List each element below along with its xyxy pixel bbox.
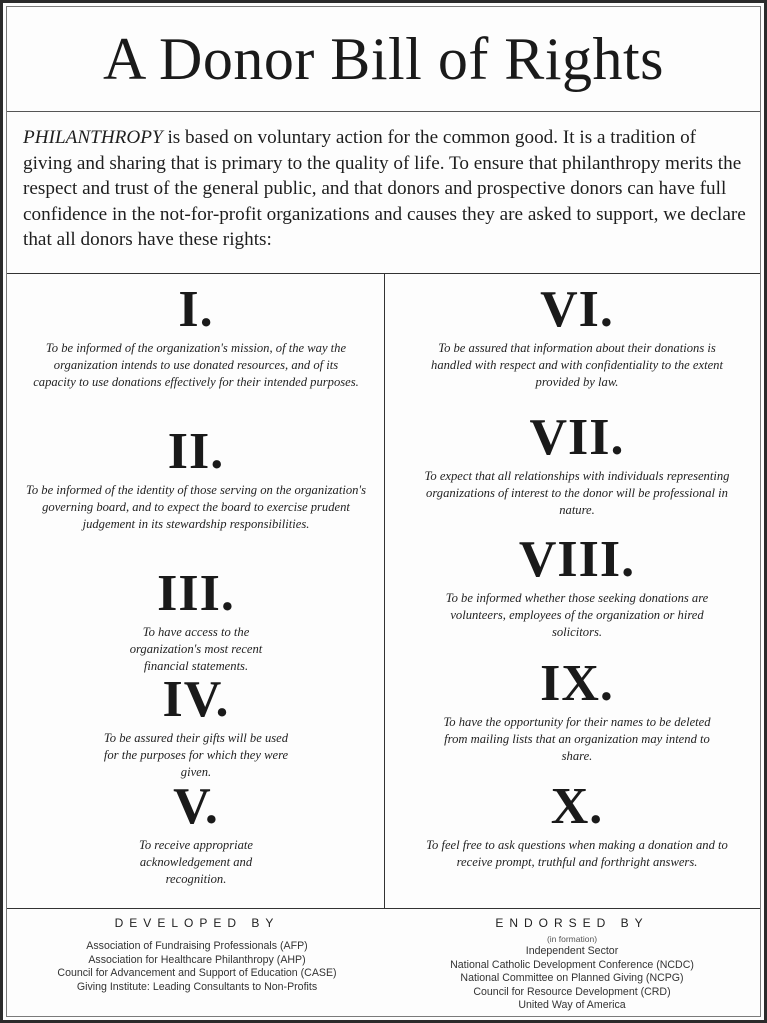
right-numeral: X.	[550, 778, 604, 835]
right-text: To be assured that information about their donations is handled with respect and with confidentiality to the extent provided by law.	[431, 341, 723, 389]
right-text: To feel free to ask questions when making a donation and to receive prompt, truthful and forthright answers.	[426, 838, 728, 869]
right-text: To expect that all relationships with individuals representing organizations of interest to the donor will be professional in nature.	[424, 469, 730, 517]
right-item	[402, 779, 752, 871]
endorsed-by-subheading: (in formation)	[546, 934, 598, 944]
list-item: Independent Sector	[525, 945, 619, 957]
list-item: Giving Institute: Leading Consultants to Non-Profits	[76, 980, 318, 993]
list-item: United Way of America	[518, 999, 626, 1012]
right-item	[21, 282, 371, 390]
preamble	[23, 125, 746, 253]
right-numeral: VII.	[529, 409, 625, 466]
preamble-lead: PHILANTHROPY	[23, 127, 163, 148]
list-item: Association of Fundraising Professionals (AFP)	[86, 940, 308, 952]
right-numeral: IX.	[540, 655, 614, 712]
right-item	[402, 656, 752, 764]
list-item: Association for Healthcare Philanthropy (AHP)	[88, 953, 306, 966]
right-numeral: III.	[157, 565, 235, 622]
page-title: A Donor Bill of Rights	[102, 25, 665, 92]
right-text: To be informed of the organization's mission, of the way the organization intends to use donated resources, and of its capacity to use donations effectively for their intended purposes.	[33, 341, 359, 389]
endorsed-by-block	[392, 916, 752, 1013]
list-item: National Committee on Planned Giving (NCPG)	[460, 972, 684, 985]
right-item	[21, 779, 371, 887]
list-item: National Catholic Development Conference (NCDC)	[450, 958, 694, 971]
developed-by-list	[17, 940, 377, 994]
right-text: To receive appropriate acknowledgement and recognition.	[138, 838, 254, 886]
right-item	[21, 424, 371, 532]
title-band	[7, 7, 760, 112]
right-numeral: I.	[178, 281, 214, 338]
endorsed-by-heading: ENDORSED BY	[495, 916, 649, 930]
right-text: To be assured their gifts will be used for the purposes for which they were given.	[103, 731, 289, 779]
right-item	[21, 672, 371, 780]
right-item	[21, 566, 371, 674]
right-numeral: II.	[167, 423, 225, 480]
right-text: To be informed whether those seeking donations are volunteers, employees of the organization or hired solicitors.	[445, 591, 709, 639]
right-item	[402, 410, 752, 518]
rights-section	[7, 273, 760, 909]
endorsed-by-list	[392, 934, 752, 1013]
right-item	[402, 532, 752, 640]
right-numeral: VI.	[540, 281, 614, 338]
right-numeral: V.	[173, 778, 219, 835]
column-divider	[384, 274, 385, 908]
right-text: To be informed of the identity of those serving on the organization's governing board, and to expect the board to exercise prudent judgement in its stewardship responsibilities.	[25, 483, 367, 531]
poster-inner-frame	[6, 6, 761, 1017]
list-item: Council for Advancement and Support of Education (CASE)	[57, 967, 337, 980]
right-numeral: VIII.	[518, 531, 636, 588]
right-numeral: IV.	[162, 671, 230, 728]
list-item: Council for Resource Development (CRD)	[473, 985, 671, 998]
right-text: To have access to the organization's most recent financial statements.	[129, 625, 263, 673]
right-item	[402, 282, 752, 390]
right-text: To have the opportunity for their names to be deleted from mailing lists that an organization may intend to share.	[443, 715, 711, 763]
preamble-body: is based on voluntary action for the common good. It is a tradition of giving and sharing that is primary to the quality of life. To ensure that philanthropy merits the respect and trust of the general public, and that donors and prospective donors can have full confidence in the not-for-profit organizations and causes they are asked to support, we declare that all donors have these rights:	[23, 127, 746, 250]
developed-by-heading: DEVELOPED BY	[114, 916, 280, 930]
footer-section	[7, 908, 760, 1016]
developed-by-block	[17, 916, 377, 994]
